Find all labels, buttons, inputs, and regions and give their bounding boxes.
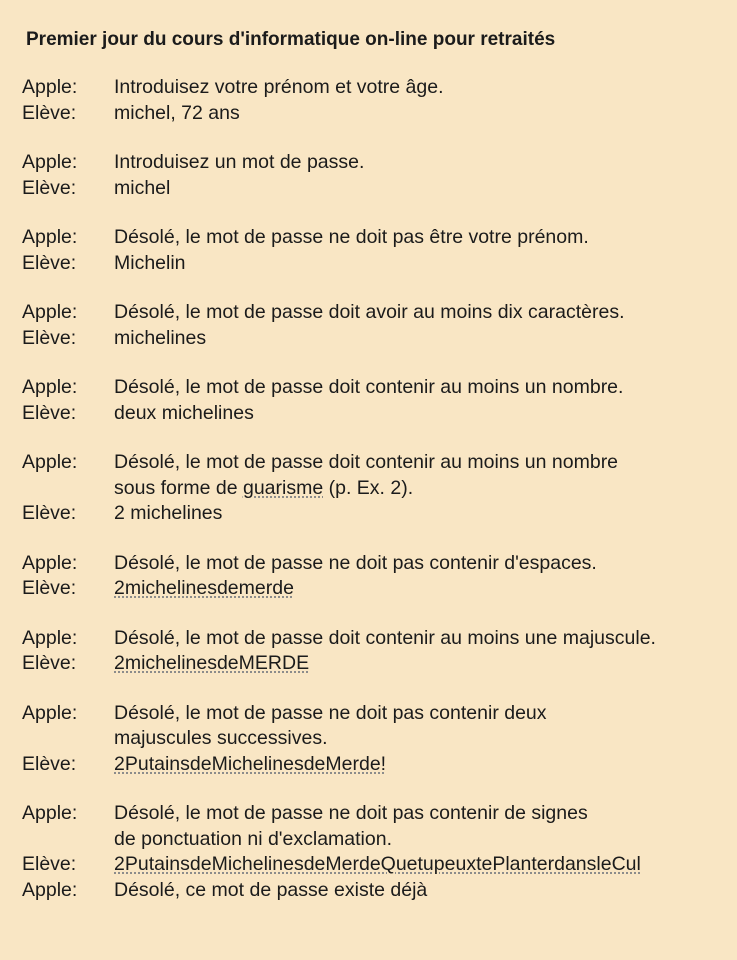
speaker-label: Elève: bbox=[22, 101, 77, 124]
dialogue-exchange bbox=[22, 150, 737, 201]
dialogue-line bbox=[22, 801, 737, 827]
dialogue-line bbox=[22, 101, 737, 127]
line-text: 2PutainsdeMichelinesdeMerde! bbox=[114, 752, 387, 775]
line-text: Michelin bbox=[114, 251, 186, 274]
dialogue-line bbox=[22, 701, 737, 727]
speaker-label: Elève: bbox=[22, 326, 77, 349]
speaker-label: Apple: bbox=[22, 701, 78, 724]
dialogue-line bbox=[22, 75, 737, 101]
line-text: 2PutainsdeMichelinesdeMerdeQuetupeuxtePlanterdansleCul bbox=[114, 853, 641, 875]
dialogue-exchange bbox=[22, 375, 737, 426]
speaker-label: Apple: bbox=[22, 301, 78, 323]
dialogue-line bbox=[22, 476, 737, 502]
line-text: Désolé, le mot de passe doit avoir au moins dix caractères. bbox=[114, 301, 625, 323]
dialogue-line bbox=[22, 225, 737, 251]
speaker-label: Elève: bbox=[22, 752, 77, 775]
dialogue-line bbox=[22, 827, 737, 853]
speaker-label: Apple: bbox=[22, 76, 78, 98]
line-text: deux michelines bbox=[114, 401, 254, 424]
line-text: Désolé, le mot de passe doit contenir au moins un nombre bbox=[114, 451, 619, 473]
line-text: 2michelinesdemerde bbox=[114, 577, 294, 599]
dialogue-line bbox=[22, 576, 737, 602]
dialogue-line bbox=[22, 752, 737, 778]
dialogue-line bbox=[22, 375, 737, 401]
dialogue-line bbox=[22, 150, 737, 176]
speaker-label: Apple: bbox=[22, 376, 78, 398]
speaker-label: Apple: bbox=[22, 226, 78, 248]
line-text: Désolé, le mot de passe doit contenir au moins une majuscule. bbox=[114, 626, 656, 649]
page-title: Premier jour du cours d'informatique on-line pour retraités bbox=[26, 29, 556, 50]
dialogue-line bbox=[22, 651, 737, 677]
dialogue-line bbox=[22, 726, 737, 752]
dialogue-line bbox=[22, 300, 737, 326]
line-text: michel bbox=[114, 176, 171, 199]
line-text: Introduisez votre prénom et votre âge. bbox=[114, 76, 444, 98]
dialogue-line bbox=[22, 450, 737, 476]
line-text: michelines bbox=[114, 326, 207, 349]
speaker-label: Apple: bbox=[22, 802, 78, 824]
line-text: Désolé, le mot de passe ne doit pas contenir deux bbox=[114, 701, 547, 724]
line-text: Désolé, le mot de passe doit contenir au moins un nombre. bbox=[114, 376, 624, 398]
speaker-label: Apple: bbox=[22, 551, 78, 574]
speaker-label: Elève: bbox=[22, 251, 77, 274]
speaker-label: Apple: bbox=[22, 878, 78, 901]
dialogue-line bbox=[22, 326, 737, 352]
line-text: Désolé, le mot de passe ne doit pas contenir de signes bbox=[114, 802, 588, 824]
line-text: Désolé, le mot de passe ne doit pas être votre prénom. bbox=[114, 226, 589, 248]
line-text: majuscules successives. bbox=[114, 727, 328, 749]
speaker-label: Elève: bbox=[22, 853, 77, 875]
dialogue-exchange bbox=[22, 225, 737, 276]
dialogue-line bbox=[22, 251, 737, 277]
speaker-label: Elève: bbox=[22, 652, 77, 674]
dialogue-line bbox=[22, 401, 737, 427]
line-text: Désolé, le mot de passe ne doit pas contenir d'espaces. bbox=[114, 551, 597, 574]
line-text: 2 michelines bbox=[114, 502, 223, 524]
line-text: michel, 72 ans bbox=[114, 101, 240, 124]
line-text: de ponctuation ni d'exclamation. bbox=[114, 827, 392, 850]
speaker-label: Apple: bbox=[22, 626, 78, 649]
speaker-label: Elève: bbox=[22, 176, 77, 199]
speaker-label: Elève: bbox=[22, 577, 77, 599]
dialogue-line bbox=[22, 878, 737, 904]
speaker-label: Elève: bbox=[22, 401, 77, 424]
dialogue-exchange bbox=[22, 801, 737, 903]
line-text: Introduisez un mot de passe. bbox=[114, 151, 365, 173]
dialogue-line bbox=[22, 852, 737, 878]
speaker-label: Apple: bbox=[22, 151, 78, 173]
speaker-label: Elève: bbox=[22, 502, 77, 524]
dialogue-exchange bbox=[22, 300, 737, 351]
dialogue-exchange bbox=[22, 551, 737, 602]
dialogue-line bbox=[22, 626, 737, 652]
dialogue-line bbox=[22, 501, 737, 527]
dialogue-line bbox=[22, 551, 737, 577]
dialogue bbox=[22, 75, 737, 903]
dialogue-exchange bbox=[22, 450, 737, 527]
dialogue-exchange bbox=[22, 701, 737, 778]
dialogue-line bbox=[22, 176, 737, 202]
dialogue-exchange bbox=[22, 626, 737, 677]
dialogue-exchange bbox=[22, 75, 737, 126]
line-text: 2michelinesdeMERDE bbox=[114, 652, 310, 674]
line-text: sous forme de guarisme (p. Ex. 2). bbox=[114, 476, 414, 499]
speaker-label: Apple: bbox=[22, 451, 78, 473]
line-text: Désolé, ce mot de passe existe déjà bbox=[114, 878, 428, 901]
